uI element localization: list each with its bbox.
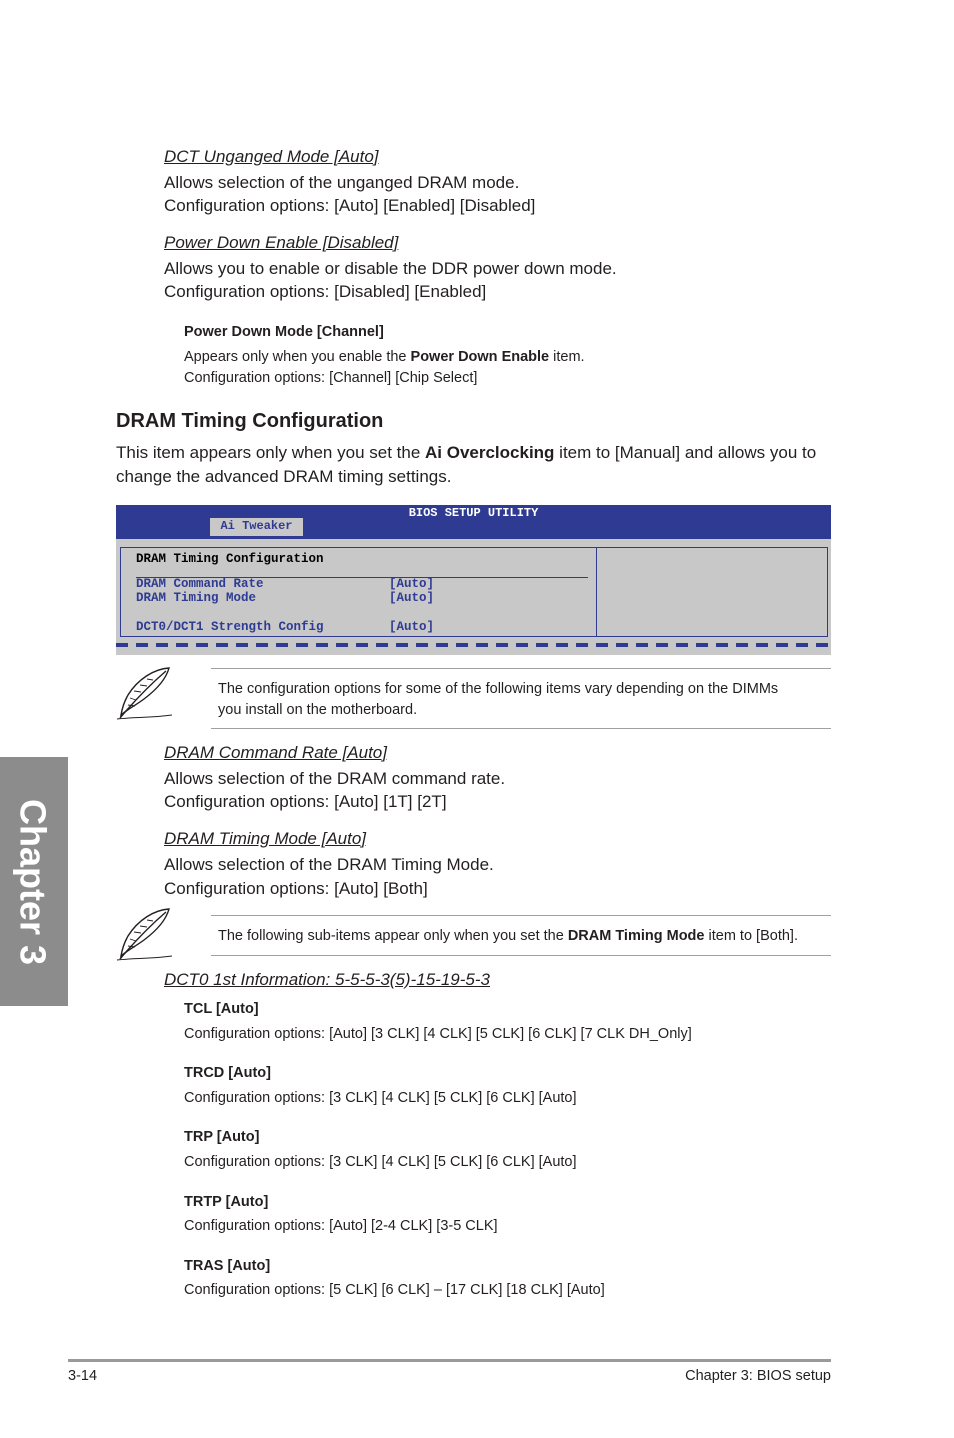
dram-timing-mode-desc: Allows selection of the DRAM Timing Mode.	[164, 855, 494, 874]
timing-title: TCL [Auto]	[184, 1001, 259, 1017]
dct0-info-title: DCT0 1st Information: 5-5-5-3(5)-15-19-5-3	[164, 970, 490, 989]
bios-title-bar	[116, 505, 831, 539]
power-down-enable-title: Power Down Enable [Disabled]	[164, 233, 399, 252]
bios-row-label[interactable]: DRAM Command Rate	[136, 577, 264, 591]
footer-rule	[68, 1359, 831, 1362]
dram-timing-mode-title: DRAM Timing Mode [Auto]	[164, 829, 367, 848]
dct-unganged-desc: Allows selection of the unganged DRAM mode.	[164, 173, 520, 192]
bios-title: BIOS SETUP UTILITY	[408, 506, 539, 520]
note-rule	[211, 915, 831, 916]
power-down-mode-title: Power Down Mode [Channel]	[184, 324, 384, 340]
page-number: 3-14	[68, 1368, 98, 1384]
timing-title: TRP [Auto]	[184, 1129, 260, 1145]
power-down-mode-desc: Appears only when you enable the Power Down Enable item.	[184, 349, 585, 365]
feather-pen-icon	[114, 665, 174, 721]
note-text	[218, 679, 818, 721]
power-down-mode-options: Configuration options: [Channel] [Chip Select]	[184, 370, 478, 386]
dram-command-rate-options: Configuration options: [Auto] [1T] [2T]	[164, 792, 447, 811]
dram-command-rate-title: DRAM Command Rate [Auto]	[164, 743, 387, 762]
bios-panel-divider	[596, 548, 597, 636]
power-down-enable-desc: Allows you to enable or disable the DDR power down mode.	[164, 259, 617, 278]
bios-panel-heading: DRAM Timing Configuration	[136, 552, 324, 566]
footer-chapter: Chapter 3: BIOS setup	[685, 1368, 831, 1384]
dram-timing-mode-options: Configuration options: [Auto] [Both]	[164, 879, 428, 898]
timing-options: Configuration options: [Auto] [3 CLK] [4 CLK] [5 CLK] [6 CLK] [7 CLK DH_Only]	[184, 1026, 692, 1042]
chapter-side-label: Chapter 3	[12, 798, 54, 966]
timing-options: Configuration options: [3 CLK] [4 CLK] [5 CLK] [6 CLK] [Auto]	[184, 1154, 577, 1170]
note-line: The configuration options for some of the following items vary depending on the DIMMs	[218, 681, 779, 697]
dram-timing-intro-line2: change the advanced DRAM timing settings.	[116, 467, 452, 486]
feather-pen-icon	[114, 906, 174, 962]
bios-row-value[interactable]: [Auto]	[389, 577, 435, 591]
bios-panel	[120, 547, 828, 637]
note-text: The following sub-items appear only when you set the DRAM Timing Mode item to [Both].	[218, 928, 798, 944]
dram-timing-intro: This item appears only when you set the Ai Overclocking item to [Manual] and allows you to	[116, 443, 817, 462]
timing-options: Configuration options: [Auto] [2-4 CLK] [3-5 CLK]	[184, 1218, 498, 1234]
timing-title: TRAS [Auto]	[184, 1258, 271, 1274]
bios-row-value[interactable]: [Auto]	[389, 591, 435, 605]
note-rule	[211, 728, 831, 729]
bios-row-label[interactable]: DRAM Timing Mode	[136, 591, 257, 605]
bios-row-label[interactable]: DCT0/DCT1 Strength Config	[136, 620, 324, 634]
power-down-enable-options: Configuration options: [Disabled] [Enabled]	[164, 282, 487, 301]
note-rule	[211, 668, 831, 669]
bios-row-value[interactable]: [Auto]	[389, 620, 435, 634]
chapter-side-tab	[0, 757, 68, 1006]
timing-options: Configuration options: [5 CLK] [6 CLK] – [17 CLK] [18 CLK] [Auto]	[184, 1282, 605, 1298]
note-line: you install on the motherboard.	[218, 702, 418, 718]
timing-title: TRCD [Auto]	[184, 1065, 271, 1081]
dct-unganged-title: DCT Unganged Mode [Auto]	[164, 147, 379, 166]
note-rule	[211, 955, 831, 956]
timing-title: TRTP [Auto]	[184, 1194, 269, 1210]
bios-screen	[116, 505, 831, 655]
dram-timing-heading: DRAM Timing Configuration	[116, 410, 384, 432]
dct-unganged-options: Configuration options: [Auto] [Enabled] [Disabled]	[164, 196, 536, 215]
dram-command-rate-desc: Allows selection of the DRAM command rate.	[164, 769, 506, 788]
bios-tab-ai-tweaker[interactable]: Ai Tweaker	[210, 518, 303, 536]
bios-dashed-border	[116, 643, 831, 647]
timing-options: Configuration options: [3 CLK] [4 CLK] [5 CLK] [6 CLK] [Auto]	[184, 1090, 577, 1106]
